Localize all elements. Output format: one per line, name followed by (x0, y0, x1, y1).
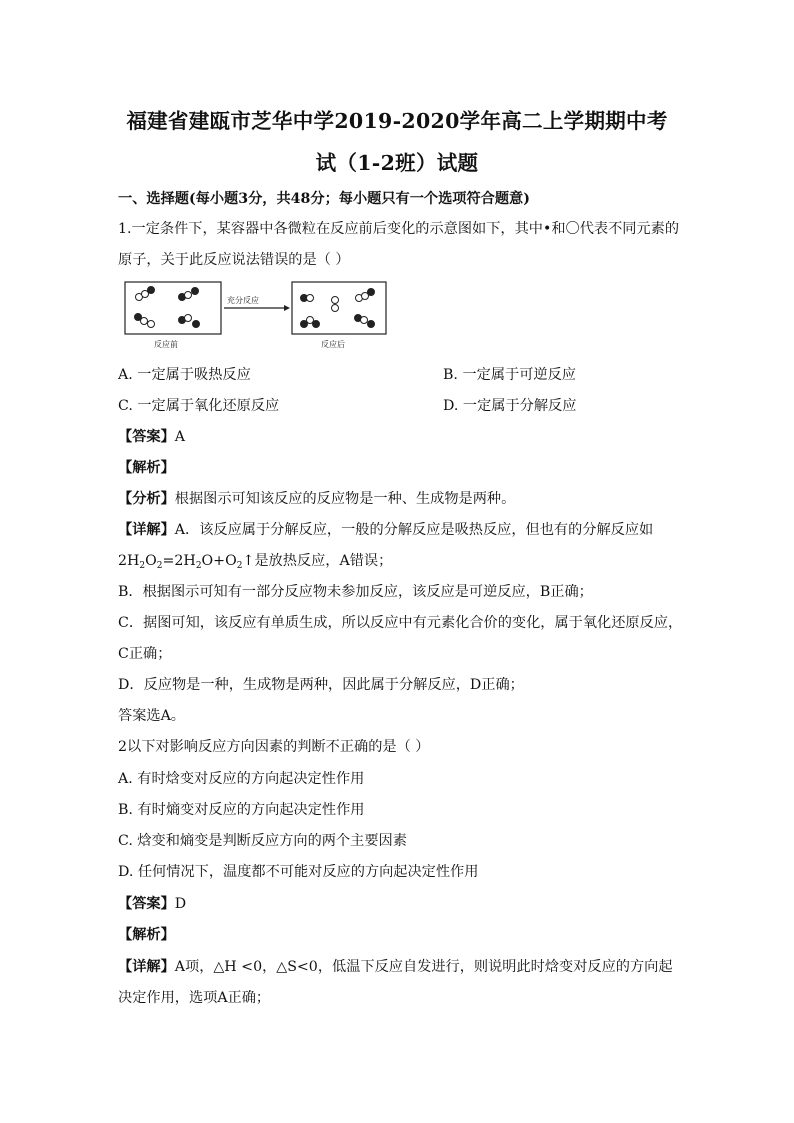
answer-tag: 【答案】 (118, 429, 175, 445)
q1-line-c2: C正确； (118, 646, 172, 662)
q2-option-a: A. 有时焓变对反应的方向起决定性作用 (118, 771, 365, 787)
q1-analysis-tag: 【解析】 (118, 460, 175, 476)
q1-xiangjie (118, 519, 653, 539)
q2-xiangjie-line2: 决定作用，选项A正确； (118, 990, 271, 1006)
q1-conclusion: 答案选A。 (118, 708, 185, 724)
q1-line-c1: C．据图可知，该反应有单质生成，所以反应中有元素化合价的变化，属于氧化还原反应， (118, 615, 683, 631)
arrow-head-icon (284, 305, 290, 311)
xiangjie-text: A项，△H <0，△S<0，低温下反应自发进行，则说明此时焓变对反应的方向起 (174, 959, 673, 975)
q2-answer (118, 893, 186, 913)
q1-line-d: D．反应物是一种，生成物是两种，因此属于分解反应，D正确； (118, 677, 524, 693)
q1-stem-line1: 1.一定条件下，某容器中各微粒在反应前后变化的示意图如下，其中•和〇代表不同元素的 (118, 221, 680, 237)
q1-formula-line (118, 550, 392, 571)
q1-answer (118, 426, 185, 446)
fenxi-text: 根据图示可知该反应的反应物是一种、生成物是两种。 (174, 491, 516, 507)
xiangjie-text: A．该反应属于分解反应，一般的分解反应是吸热反应，但也有的分解反应如 (174, 522, 654, 538)
xiangjie-tag: 【详解】 (118, 522, 175, 538)
document-title-line1: 福建省建瓯市芝华中学2019-2020学年高二上学期期中考 (126, 109, 668, 133)
q2-option-c: C. 焓变和熵变是判断反应方向的两个主要因素 (118, 833, 407, 849)
before-label: 反应前 (154, 340, 178, 349)
q1-option-d: D. 一定属于分解反应 (443, 398, 577, 414)
q1-option-a: A. 一定属于吸热反应 (118, 367, 251, 383)
chemical-equation: $2H_2O_2=2H_2O+O_2$ (118, 553, 243, 571)
xiangjie-tag: 【详解】 (118, 959, 175, 975)
q1-option-b: B. 一定属于可逆反应 (443, 367, 576, 383)
q2-stem: 2以下对影响反应方向因素的判断不正确的是（ ） (118, 739, 430, 755)
before-container-box (125, 282, 221, 334)
reaction-diagram (124, 280, 388, 352)
answer-tag: 【答案】 (118, 896, 175, 912)
section-heading: 一、选择题(每小题3分，共48分；每小题只有一个选项符合题意) (118, 191, 530, 207)
arrow-label: 充分反应 (227, 296, 259, 305)
q2-option-b: B. 有时熵变对反应的方向起决定性作用 (118, 802, 365, 818)
q2-xiangjie-line1 (118, 956, 673, 976)
q2-option-d: D. 任何情况下，温度都不可能对反应的方向起决定性作用 (118, 864, 479, 880)
after-label: 反应后 (321, 340, 345, 349)
q1-line-b: B．根据图示可知有一部分反应物未参加反应，该反应是可逆反应，B正确； (118, 584, 593, 600)
fenxi-tag: 【分析】 (118, 491, 175, 507)
q1-fenxi (118, 488, 515, 508)
document-title-line2: 试（1-2班）试题 (315, 151, 479, 175)
formula-tail: ↑是放热反应，A错误； (242, 553, 393, 569)
q2-analysis-tag: 【解析】 (118, 927, 175, 943)
answer-value: A (174, 429, 186, 445)
q1-stem-line2: 原子，关于此反应说法错误的是（ ） (118, 252, 350, 268)
q1-option-c: C. 一定属于氧化还原反应 (118, 398, 280, 414)
answer-value: D (174, 896, 187, 912)
